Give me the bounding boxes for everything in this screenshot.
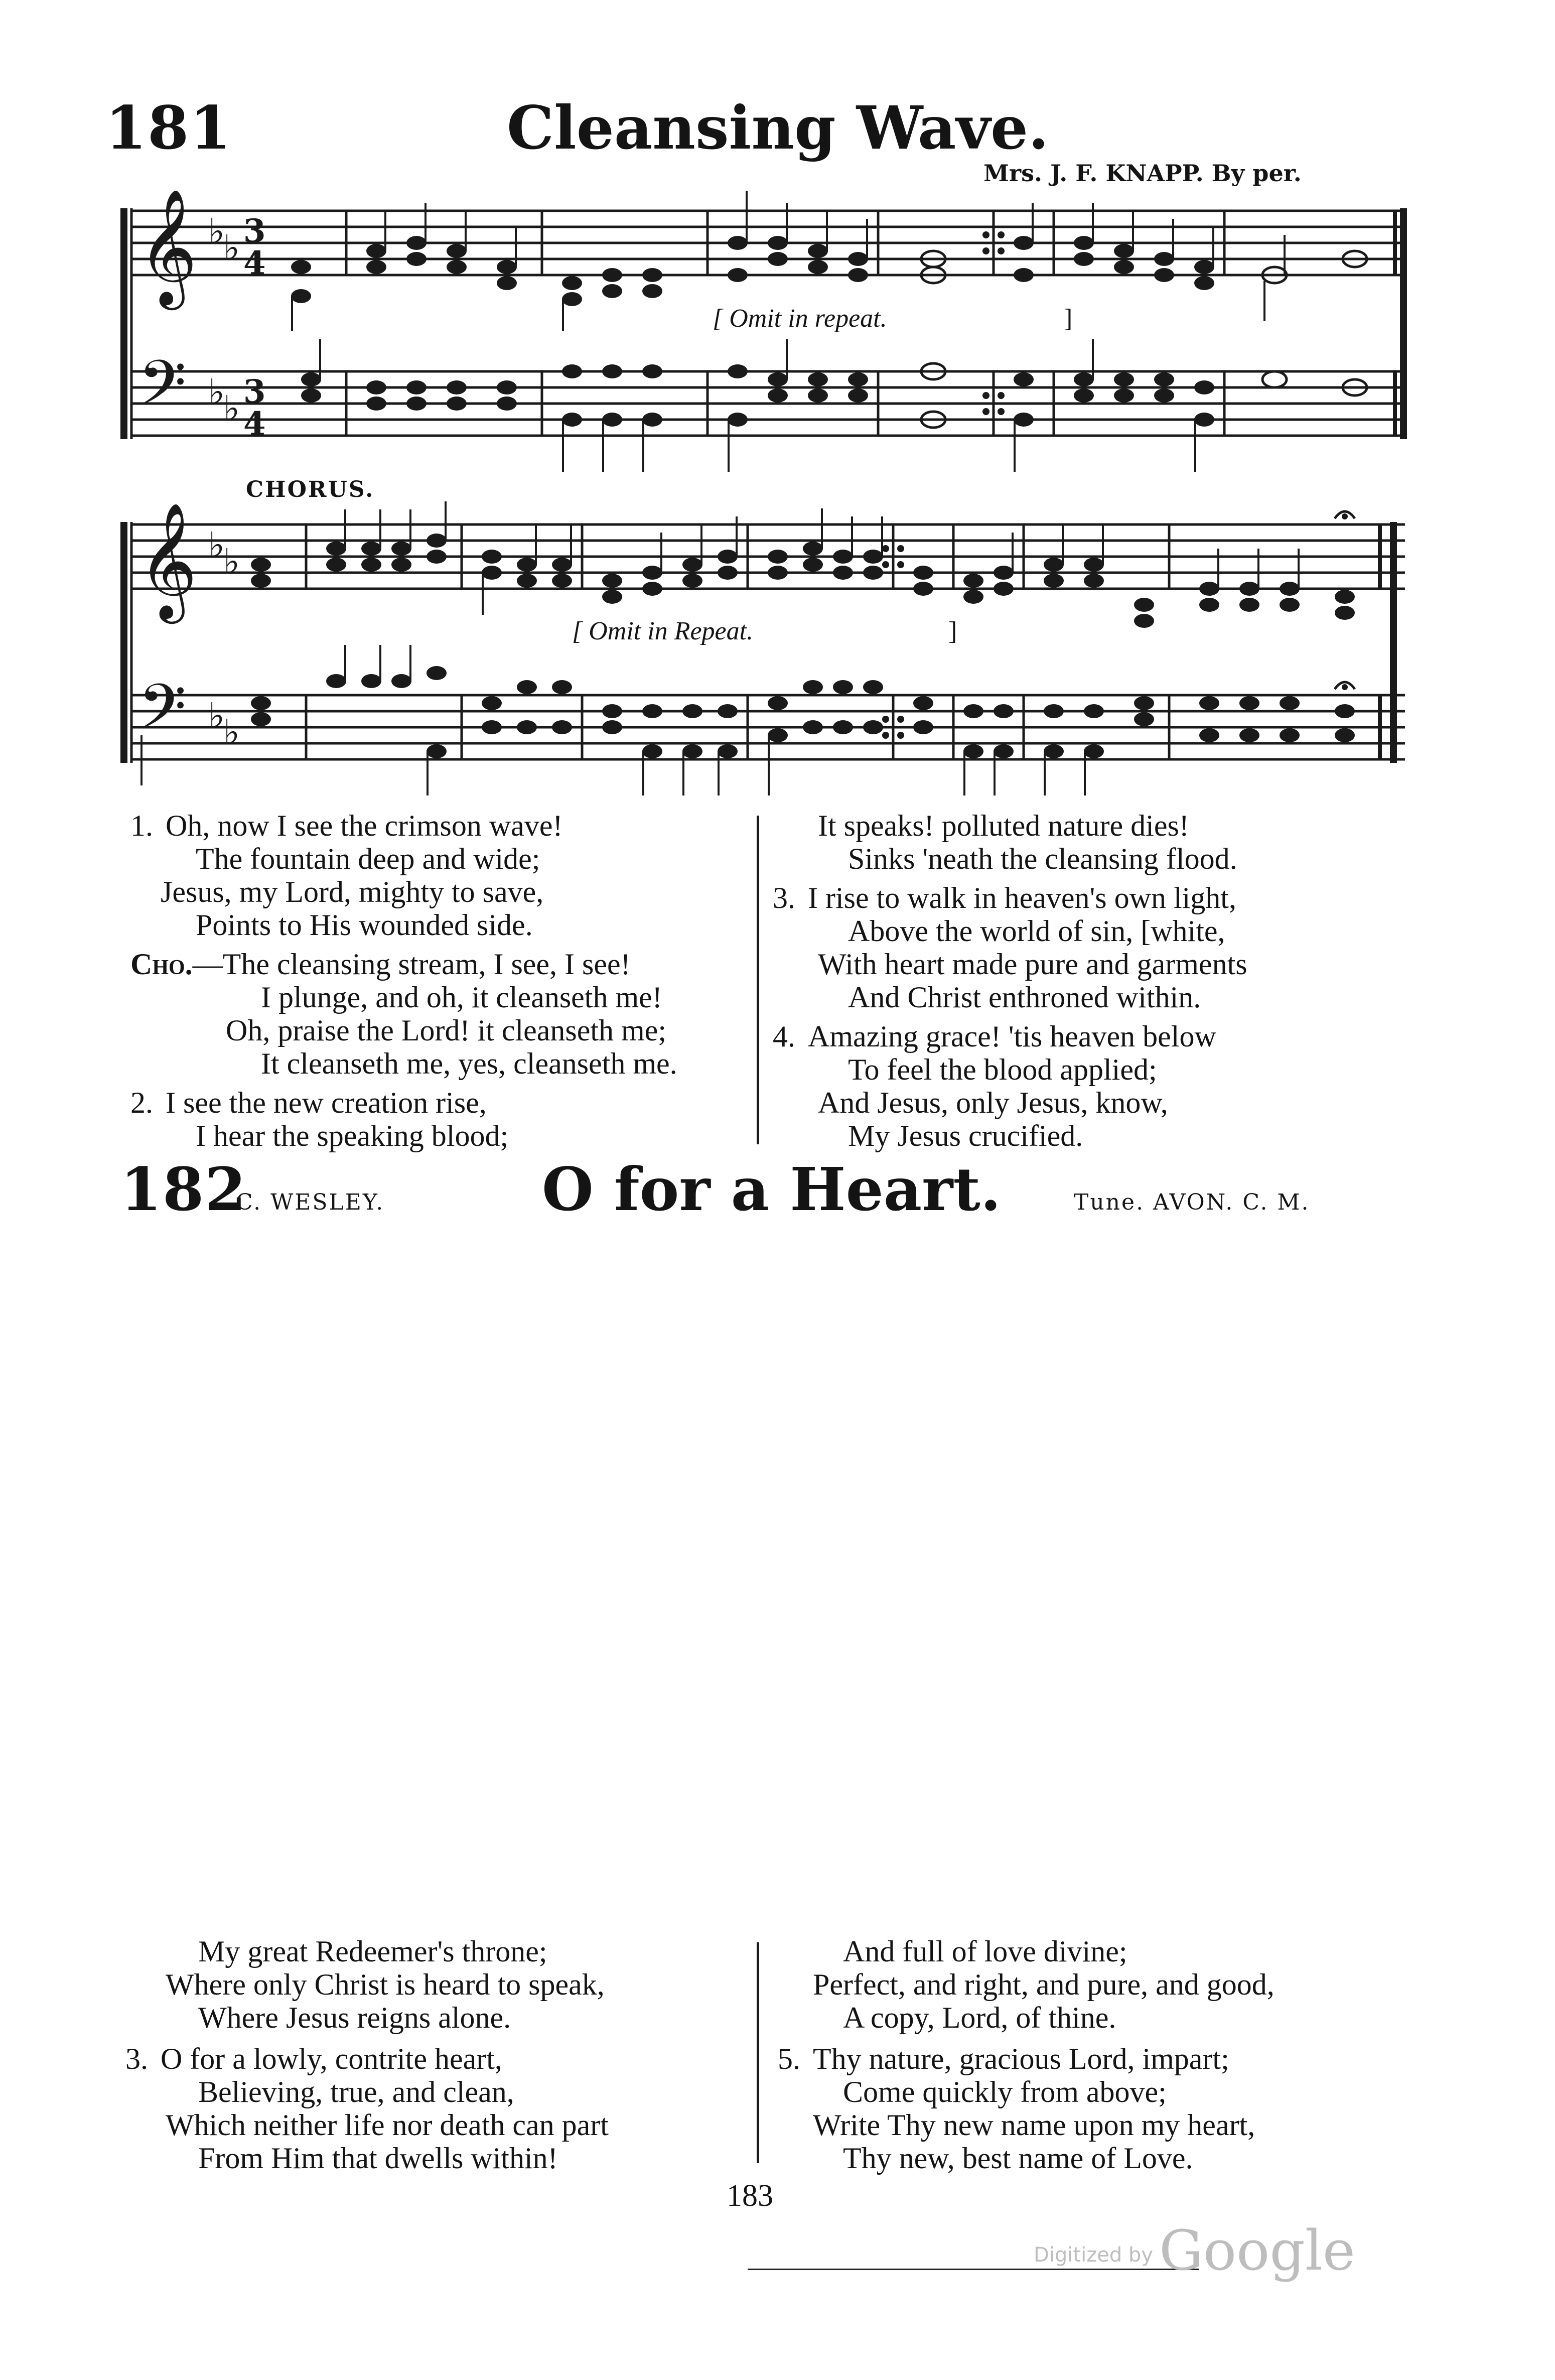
verse-4-line-2: To feel the blood applied; xyxy=(848,1053,1157,1086)
chorus-line-4: It cleanseth me, yes, cleanseth me. xyxy=(261,1047,677,1080)
digitized-by-label: Digitized by xyxy=(1034,2243,1153,2267)
hymn-182-title: O for a Heart. xyxy=(542,1154,1001,1224)
omit-in-repeat-note: [ Omit in repeat. xyxy=(713,304,887,333)
verse-4-line-3: And Jesus, only Jesus, know, xyxy=(818,1086,1168,1119)
column-divider xyxy=(757,816,759,1144)
svg-text:♭: ♭ xyxy=(223,227,240,269)
verse-2-line-2: I hear the speaking blood; xyxy=(196,1119,509,1152)
svg-text:♭: ♭ xyxy=(208,524,225,566)
omit-in-repeat-bracket: ] xyxy=(1064,304,1073,333)
verse-5-line-3: Write Thy new name upon my heart, xyxy=(813,2108,1255,2142)
verse-3-line-4: And Christ enthroned within. xyxy=(848,981,1201,1014)
verse-4-line-4: My Jesus crucified. xyxy=(848,1119,1083,1152)
hymn-number: 181 xyxy=(105,93,232,163)
svg-text:𝄞: 𝄞 xyxy=(138,502,198,619)
verse-5-line-2: Come quickly from above; xyxy=(843,2075,1167,2108)
hymn-181-verses-left xyxy=(130,809,677,1152)
svg-text:♭: ♭ xyxy=(208,695,225,736)
footer-rule xyxy=(748,2269,1199,2270)
chorus-line-1: Cho.—The cleansing stream, I see, I see! xyxy=(130,948,631,981)
verse-2-line-1: 2. I see the new creation rise, xyxy=(130,1086,487,1119)
verse-1-line-1: 1. Oh, now I see the crimson wave! xyxy=(130,809,563,842)
svg-text:♭: ♭ xyxy=(208,211,225,252)
chorus-line-2: I plunge, and oh, it cleanseth me! xyxy=(261,981,662,1014)
verse-1-line-3: Jesus, my Lord, mighty to save, xyxy=(161,875,544,908)
verse-3-line-2: Above the world of sin, [white, xyxy=(848,914,1225,948)
svg-text:4: 4 xyxy=(243,244,266,282)
page-number: 183 xyxy=(727,2179,773,2213)
verse-5-line-1: 5. Thy nature, gracious Lord, impart; xyxy=(778,2042,1229,2075)
hymn-182-verses-left xyxy=(125,1935,609,2175)
verse-1-line-4: Points to His wounded side. xyxy=(196,908,533,942)
verse-2-line-4: Where Jesus reigns alone. xyxy=(198,2001,511,2034)
hymn-182-verses-right xyxy=(778,1935,1275,2175)
google-watermark-logo: Google xyxy=(1159,2218,1356,2283)
svg-text:♭: ♭ xyxy=(223,541,240,582)
verse-2-line-3: It speaks! polluted nature dies! xyxy=(818,809,1189,842)
hymn-182-tune: Tune. AVON. C. M. xyxy=(1074,1189,1310,1215)
hymn-number-182: 182 xyxy=(120,1154,247,1224)
hymn-title: Cleansing Wave. xyxy=(507,93,1049,163)
svg-text:♭: ♭ xyxy=(223,388,240,429)
verse-3-line-3: Which neither life nor death can part xyxy=(166,2108,609,2142)
svg-text:3: 3 xyxy=(243,373,266,411)
svg-text:♭: ♭ xyxy=(208,371,225,413)
verse-4-line-4: A copy, Lord, of thine. xyxy=(843,2001,1116,2034)
hymn-author: Mrs. J. F. KNAPP. By per. xyxy=(983,160,1302,187)
verse-3-line-1: 3. O for a lowly, contrite heart, xyxy=(125,2042,502,2075)
hymn-182-author: C. WESLEY. xyxy=(236,1189,385,1215)
verse-4-line-2: And full of love divine; xyxy=(843,1935,1127,1968)
svg-text:𝄢: 𝄢 xyxy=(138,671,187,758)
verse-2-line-2: My great Redeemer's throne; xyxy=(198,1935,547,1968)
verse-2-line-4: Sinks 'neath the cleansing flood. xyxy=(848,842,1237,875)
verse-3-line-1: 3. I rise to walk in heaven's own light, xyxy=(773,881,1236,914)
verse-5-line-4: Thy new, best name of Love. xyxy=(843,2142,1193,2175)
verse-2-line-3: Where only Christ is heard to speak, xyxy=(166,1968,605,2001)
hymn-181-verses-right xyxy=(773,809,1247,1152)
verse-1-line-2: The fountain deep and wide; xyxy=(196,842,540,875)
omit-in-repeat-note-chorus: [ Omit in Repeat. xyxy=(572,617,754,645)
svg-text:3: 3 xyxy=(243,212,266,250)
verse-3-line-3: With heart made pure and garments xyxy=(818,948,1247,981)
verse-4-line-3: Perfect, and right, and pure, and good, xyxy=(813,1968,1275,2001)
chorus-line-3: Oh, praise the Lord! it cleanseth me; xyxy=(226,1014,667,1047)
verse-3-line-2: Believing, true, and clean, xyxy=(198,2075,514,2108)
music-score-system-1 xyxy=(110,181,1415,502)
verse-3-line-4: From Him that dwells within! xyxy=(198,2142,558,2175)
chorus-label: CHORUS. xyxy=(246,477,375,502)
svg-text:𝄢: 𝄢 xyxy=(138,347,187,435)
verse-4-line-1: 4. Amazing grace! 'tis heaven below xyxy=(773,1020,1216,1053)
svg-text:♭: ♭ xyxy=(223,712,240,753)
svg-text:4: 4 xyxy=(243,405,266,443)
svg-text:𝄞: 𝄞 xyxy=(138,188,198,305)
music-score-system-2 xyxy=(110,494,1415,816)
omit-in-repeat-bracket-chorus: ] xyxy=(948,617,957,645)
column-divider-182 xyxy=(757,1942,759,2163)
